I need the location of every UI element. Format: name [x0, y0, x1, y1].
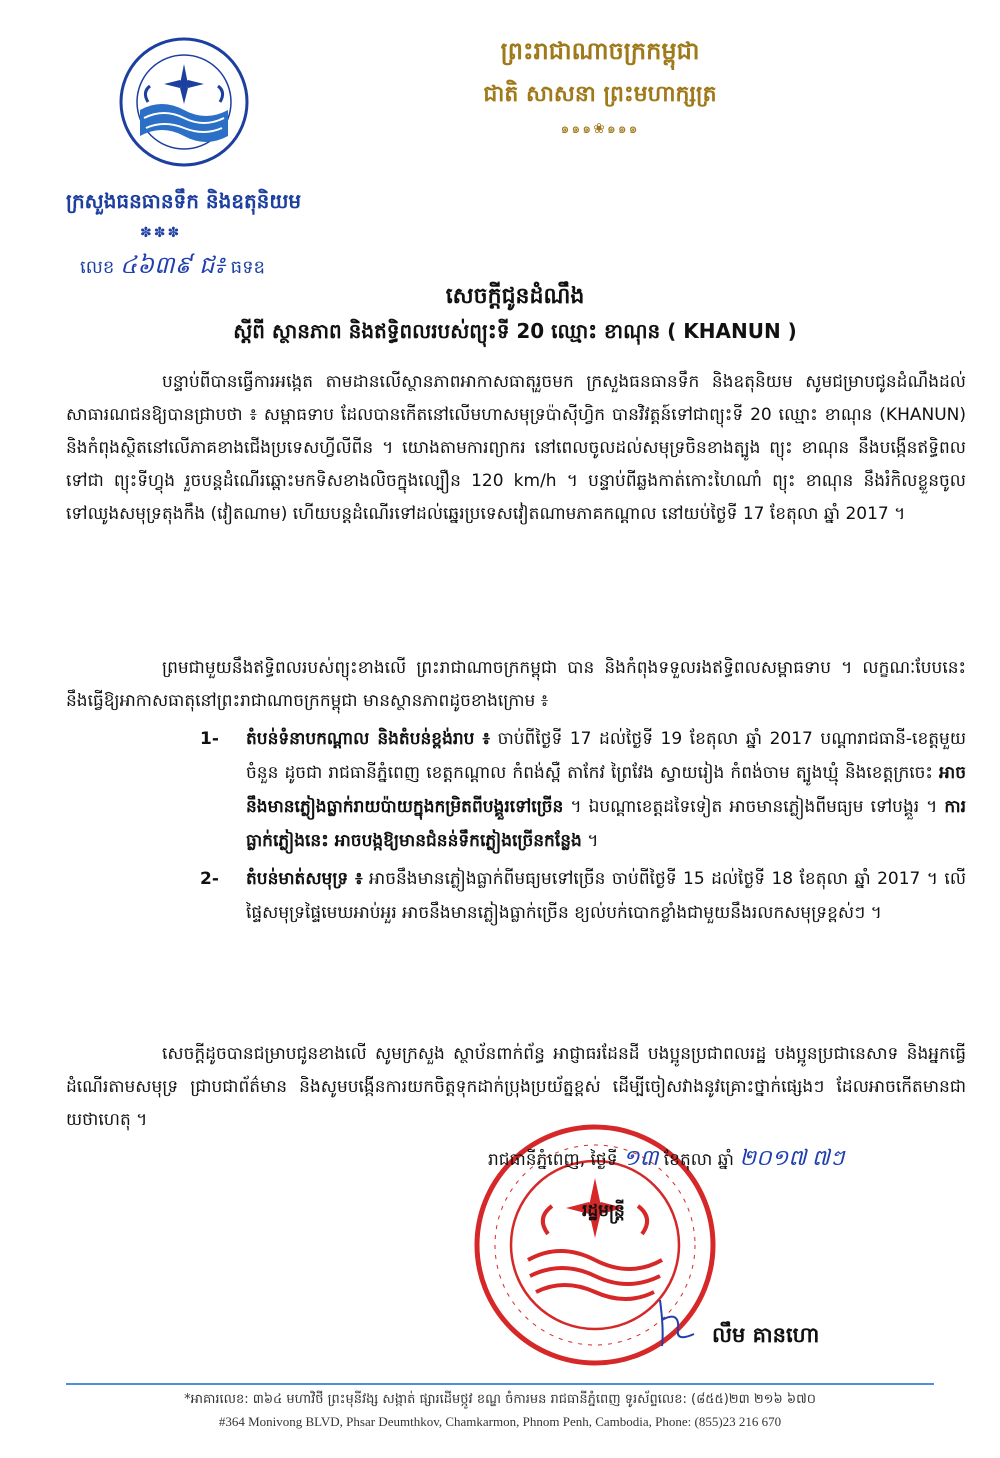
item-number: 1- [200, 729, 219, 749]
reference-label: លេខ [80, 257, 115, 278]
date-year-suffix: ៧ៗ [811, 1146, 845, 1171]
reference-suffix: ធទឧ [230, 257, 265, 278]
paragraph-closing: សេចក្ដីដូចបានជម្រាបជូនខាងលើ សូមក្រសួង ស្ថាប័នពាក់ព័ន្ធ អាជ្ញាធរដែនដី បងប្អូនប្រជាពលរដ្ឋ បងប្អូនប្រជានេសាទ និងអ្នកធ្វើដំណើរតាមសមុទ្រ ជ្រាបជាព័ត៌មាន និងសូមបង្កើនការយកចិត្តទុកដាក់ប្រុងប្រយ័ត្នខ្ពស់ ដើម្បីចៀសវាងនូវគ្រោះថ្នាក់ផ្សេងៗ ដែលអាចកើតមានជាយថាហេតុ ។ [66, 1044, 966, 1130]
footer-divider [66, 1383, 934, 1385]
forecast-item [200, 862, 966, 930]
item-emphasis-2: ការធ្លាក់ភ្លៀងនេះ អាចបង្កឱ្យមានជំនន់ទឹកភ្លៀងច្រើនកន្លែង [246, 797, 967, 851]
footer-address-english: #364 Monivong BLVD, Phsar Deumthkov, Chamkarmon, Phnom Penh, Cambodia, Phone: (855)23 216 670 [218, 1414, 782, 1429]
item-emphasis: អាចនឹងមានភ្លៀងធ្លាក់រាយប៉ាយក្នុងកម្រិតពីបង្គួរទៅច្រើន [246, 763, 967, 817]
ministry-ornament: ✽✽✽ [140, 225, 182, 241]
document-title: សេចក្ដីជូនដំណឹង [445, 284, 585, 309]
document-subtitle: ស្ដីពី ស្ថានភាព និងឥទ្ធិពលរបស់ព្យុះទី 20 ឈ្មោះ ខាណុន ( KHANUN ) [233, 319, 797, 343]
date-month: ខែតុលា ឆ្នាំ [663, 1150, 734, 1170]
item-heading: តំបន់មាត់សមុទ្រ ៖ [246, 869, 363, 889]
header-ornament: ๑๑๑❀๑๑๑ [560, 121, 640, 137]
forecast-list [200, 722, 966, 934]
forecast-item [200, 722, 966, 858]
item-text: ចាប់ពីថ្ងៃទី 17 ដល់ថ្ងៃទី 19 ខែតុលា ឆ្នាំ 2017 បណ្ដារាជធានី-ខេត្តមួយចំនួន ដូចជា រាជធានីភ្នំពេញ ខេត្តកណ្ដាល កំពង់ស្ពឺ តាកែវ ព្រៃវែង ស្វាយរៀង កំពង់ចាម ត្បូងឃ្មុំ និងខេត្តក្រចេះ [246, 729, 967, 783]
minister-title: រដ្ឋមន្ត្រី [582, 1201, 625, 1221]
footer-address-khmer: *អាគារលេខ: ៣៦៤ មហាវិថី ព្រះមុនីវង្ស សង្កាត់ ផ្សារដើមថ្កូវ ខណ្ឌ ចំការមន រាជធានីភ្នំពេញ ទូរស័ព្ទលេខ: (៨៥៥)២៣ ២១៦ ៦៧០ [184, 1392, 816, 1407]
kingdom-heading: ព្រះរាជាណាចក្រកម្ពុជា [500, 37, 700, 65]
item-text-2: ។ ឯបណ្ដាខេត្តដទៃទៀត អាចមានភ្លៀងពីមធ្យម ទៅបង្គួរ ។ [570, 797, 938, 817]
date-day: ១៣ [622, 1146, 659, 1171]
signing-date [488, 1144, 844, 1176]
reference-handwritten-number: ៤៦៣៩ ជ៖ [120, 251, 225, 279]
item-text: អាចនឹងមានភ្លៀងធ្លាក់ពីមធ្យមទៅច្រើន ចាប់ពីថ្ងៃទី 15 ដល់ថ្ងៃទី 18 ខែតុលា ឆ្នាំ 2017 ។ លើផ្ទៃសមុទ្រផ្ទៃមេឃអាប់អួរ អាចនឹងមានភ្លៀងធ្លាក់ច្រើន ខ្យល់បក់បោកខ្លាំងជាមួយនឹងរលកសមុទ្រខ្ពស់ៗ ។ [246, 869, 967, 923]
item-number: 2- [200, 869, 219, 889]
national-motto: ជាតិ សាសនា ព្រះមហាក្សត្រ [483, 82, 717, 107]
item-text-3: ។ [587, 831, 599, 851]
item-heading: តំបន់ទំនាបកណ្ដាល និងតំបន់ខ្ពង់រាប ៖ [246, 729, 490, 749]
signatory-name: លឹម គានហោ [712, 1323, 820, 1347]
paragraph-intro: បន្ទាប់ពីបានធ្វើការអង្កេត តាមដានលើស្ថានភាពអាកាសធាតុរួចមក ក្រសួងធនធានទឹក និងឧតុនិយម សូមជម្រាបជូនដំណឹងដល់សាធារណជនឱ្យបានជ្រាបថា ៖ សម្ពាធទាប ដែលបានកើតនៅលើមហាសមុទ្រប៉ាស៊ីហ្វិក បានវិវត្តន៍ទៅជាព្យុះទី 20 ឈ្មោះ ខាណុន (KHANUN) និងកំពុងស្ថិតនៅលើភាគខាងជើងប្រទេសហ្វីលីពីន ។ យោងតាមការព្យាករ នៅពេលចូលដល់សមុទ្រចិនខាងត្បូង ព្យុះ ខាណុន នឹងបង្កើនឥទ្ធិពលទៅជា ព្យុះទីហ្វុង រួចបន្តដំណើរឆ្ពោះមកទិសខាងលិចក្នុងល្បឿន 120 km/h ។ បន្ទាប់ពីឆ្លងកាត់កោះហៃណាំ ព្យុះ ខាណុន នឹងរំកិលខ្លួនចូលទៅឈូងសមុទ្រតុងកឹង (វៀតណាម) ហើយបន្តដំណើរទៅដល់ឆ្នេរប្រទេសវៀតណាមភាគកណ្ដាល នៅយប់ថ្ងៃទី 17 ខែតុលា ឆ្នាំ 2017 ។ [66, 372, 966, 524]
ministry-name: ក្រសួងធនធានទឹក និងឧតុនិយម [66, 189, 302, 213]
ministry-logo [118, 36, 250, 168]
paragraph-impact: ព្រមជាមួយនឹងឥទ្ធិពលរបស់ព្យុះខាងលើ ព្រះរាជាណាចក្រកម្ពុជា បាន និងកំពុងទទួលរងឥទ្ធិពលសម្ពាធទាប ។ លក្ខណៈបែបនេះ នឹងធ្វើឱ្យអាកាសធាតុនៅព្រះរាជាណាចក្រកម្ពុជា មានស្ថានភាពដូចខាងក្រោម ៖ [66, 658, 966, 711]
date-year: ២០១៧ [739, 1146, 807, 1171]
reference-number [80, 250, 265, 285]
date-place: រាជធានីភ្នំពេញ, ថ្ងៃទី [488, 1150, 618, 1170]
